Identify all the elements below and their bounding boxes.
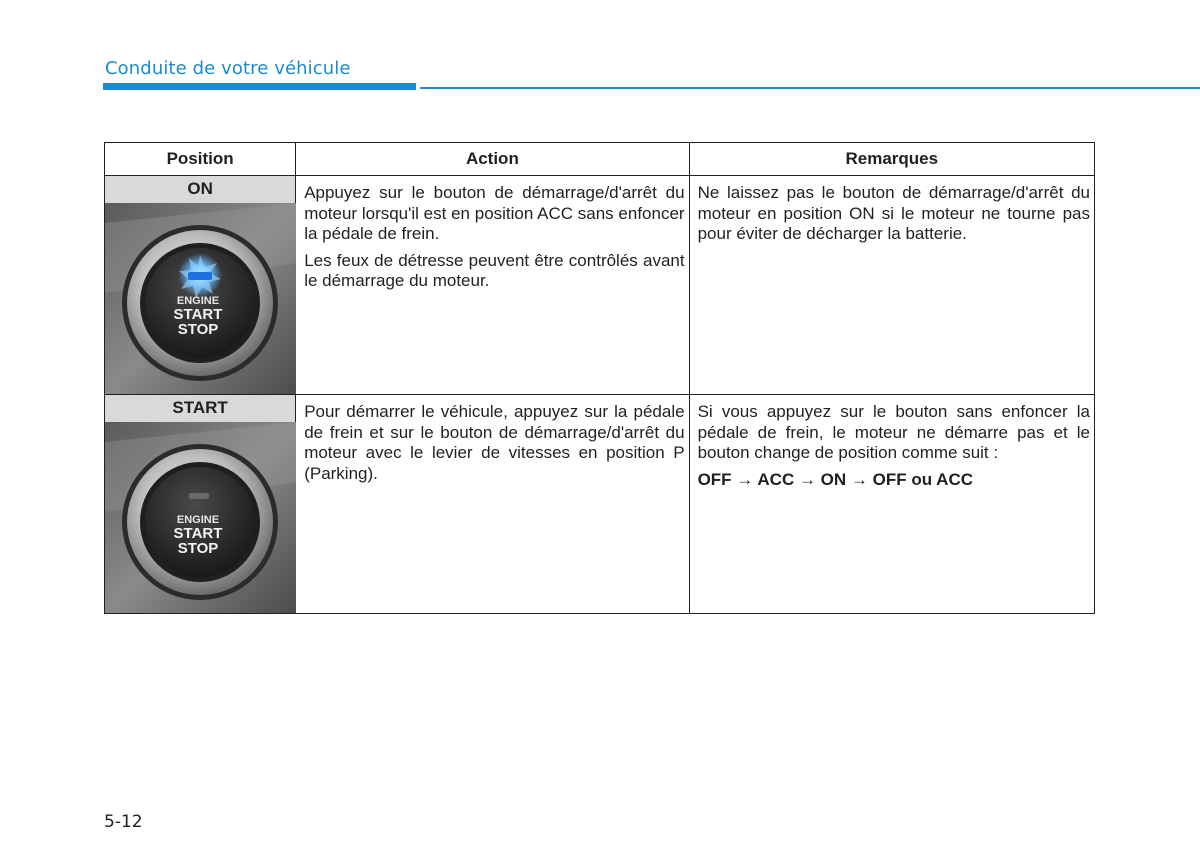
section-title: Conduite de votre véhicule [105,58,351,79]
position-label: ON [105,176,295,203]
remarks-text: Ne laissez pas le bouton de démarrage/d'arrêt du moteur en position ON si le moteur ne tourne pas pour éviter de décharger la batterie. [697,183,1090,243]
remarks-text: Si vous appuyez sur le bouton sans enfoncer la pédale de frein, le moteur ne démarre pas et le bouton change de position comme suit : [697,402,1090,462]
position-cell [105,395,296,614]
position-cell [105,176,296,395]
position-sequence-text: OFF → ACC → ON → OFF ou ACC [697,469,974,489]
header-position: Position [105,143,296,176]
button-lettering-engine: ENGINE [176,295,220,307]
action-cell [296,176,689,395]
header-action: Action [296,143,689,176]
button-lettering-start: START [173,306,223,323]
action-text: Pour démarrer le véhicule, appuyez sur la pédale de frein et sur le bouton de démarrage/d'arrêt du moteur avec le levier de vitesses en position P (Parking). [304,402,685,483]
position-label: START [105,395,295,422]
indicator-off-icon [189,493,209,499]
position-table [104,142,1095,614]
action-text: Appuyez sur le bouton de démarrage/d'arrêt du moteur lorsqu'il est en position ACC sans enfoncer la pédale de frein. [304,183,685,243]
header-rule-thin [420,87,1200,89]
table-row [105,176,1095,395]
engine-start-button-image-start [105,422,296,613]
action-cell [296,395,689,614]
page-number: 5-12 [104,812,143,832]
button-lettering-start: START [173,525,223,542]
header-remarks: Remarques [689,143,1094,176]
remarks-cell [689,176,1094,395]
table-row [105,395,1095,614]
button-lettering-stop: STOP [177,321,219,338]
button-lettering-engine: ENGINE [176,514,220,526]
remarks-cell [689,395,1094,614]
action-text: Les feux de détresse peuvent être contrôlés avant le démarrage du moteur. [304,250,685,290]
header-rule-thick [103,83,416,90]
engine-start-button-image-on [105,203,296,394]
table-header-row [105,143,1095,176]
button-lettering-stop: STOP [177,540,219,557]
